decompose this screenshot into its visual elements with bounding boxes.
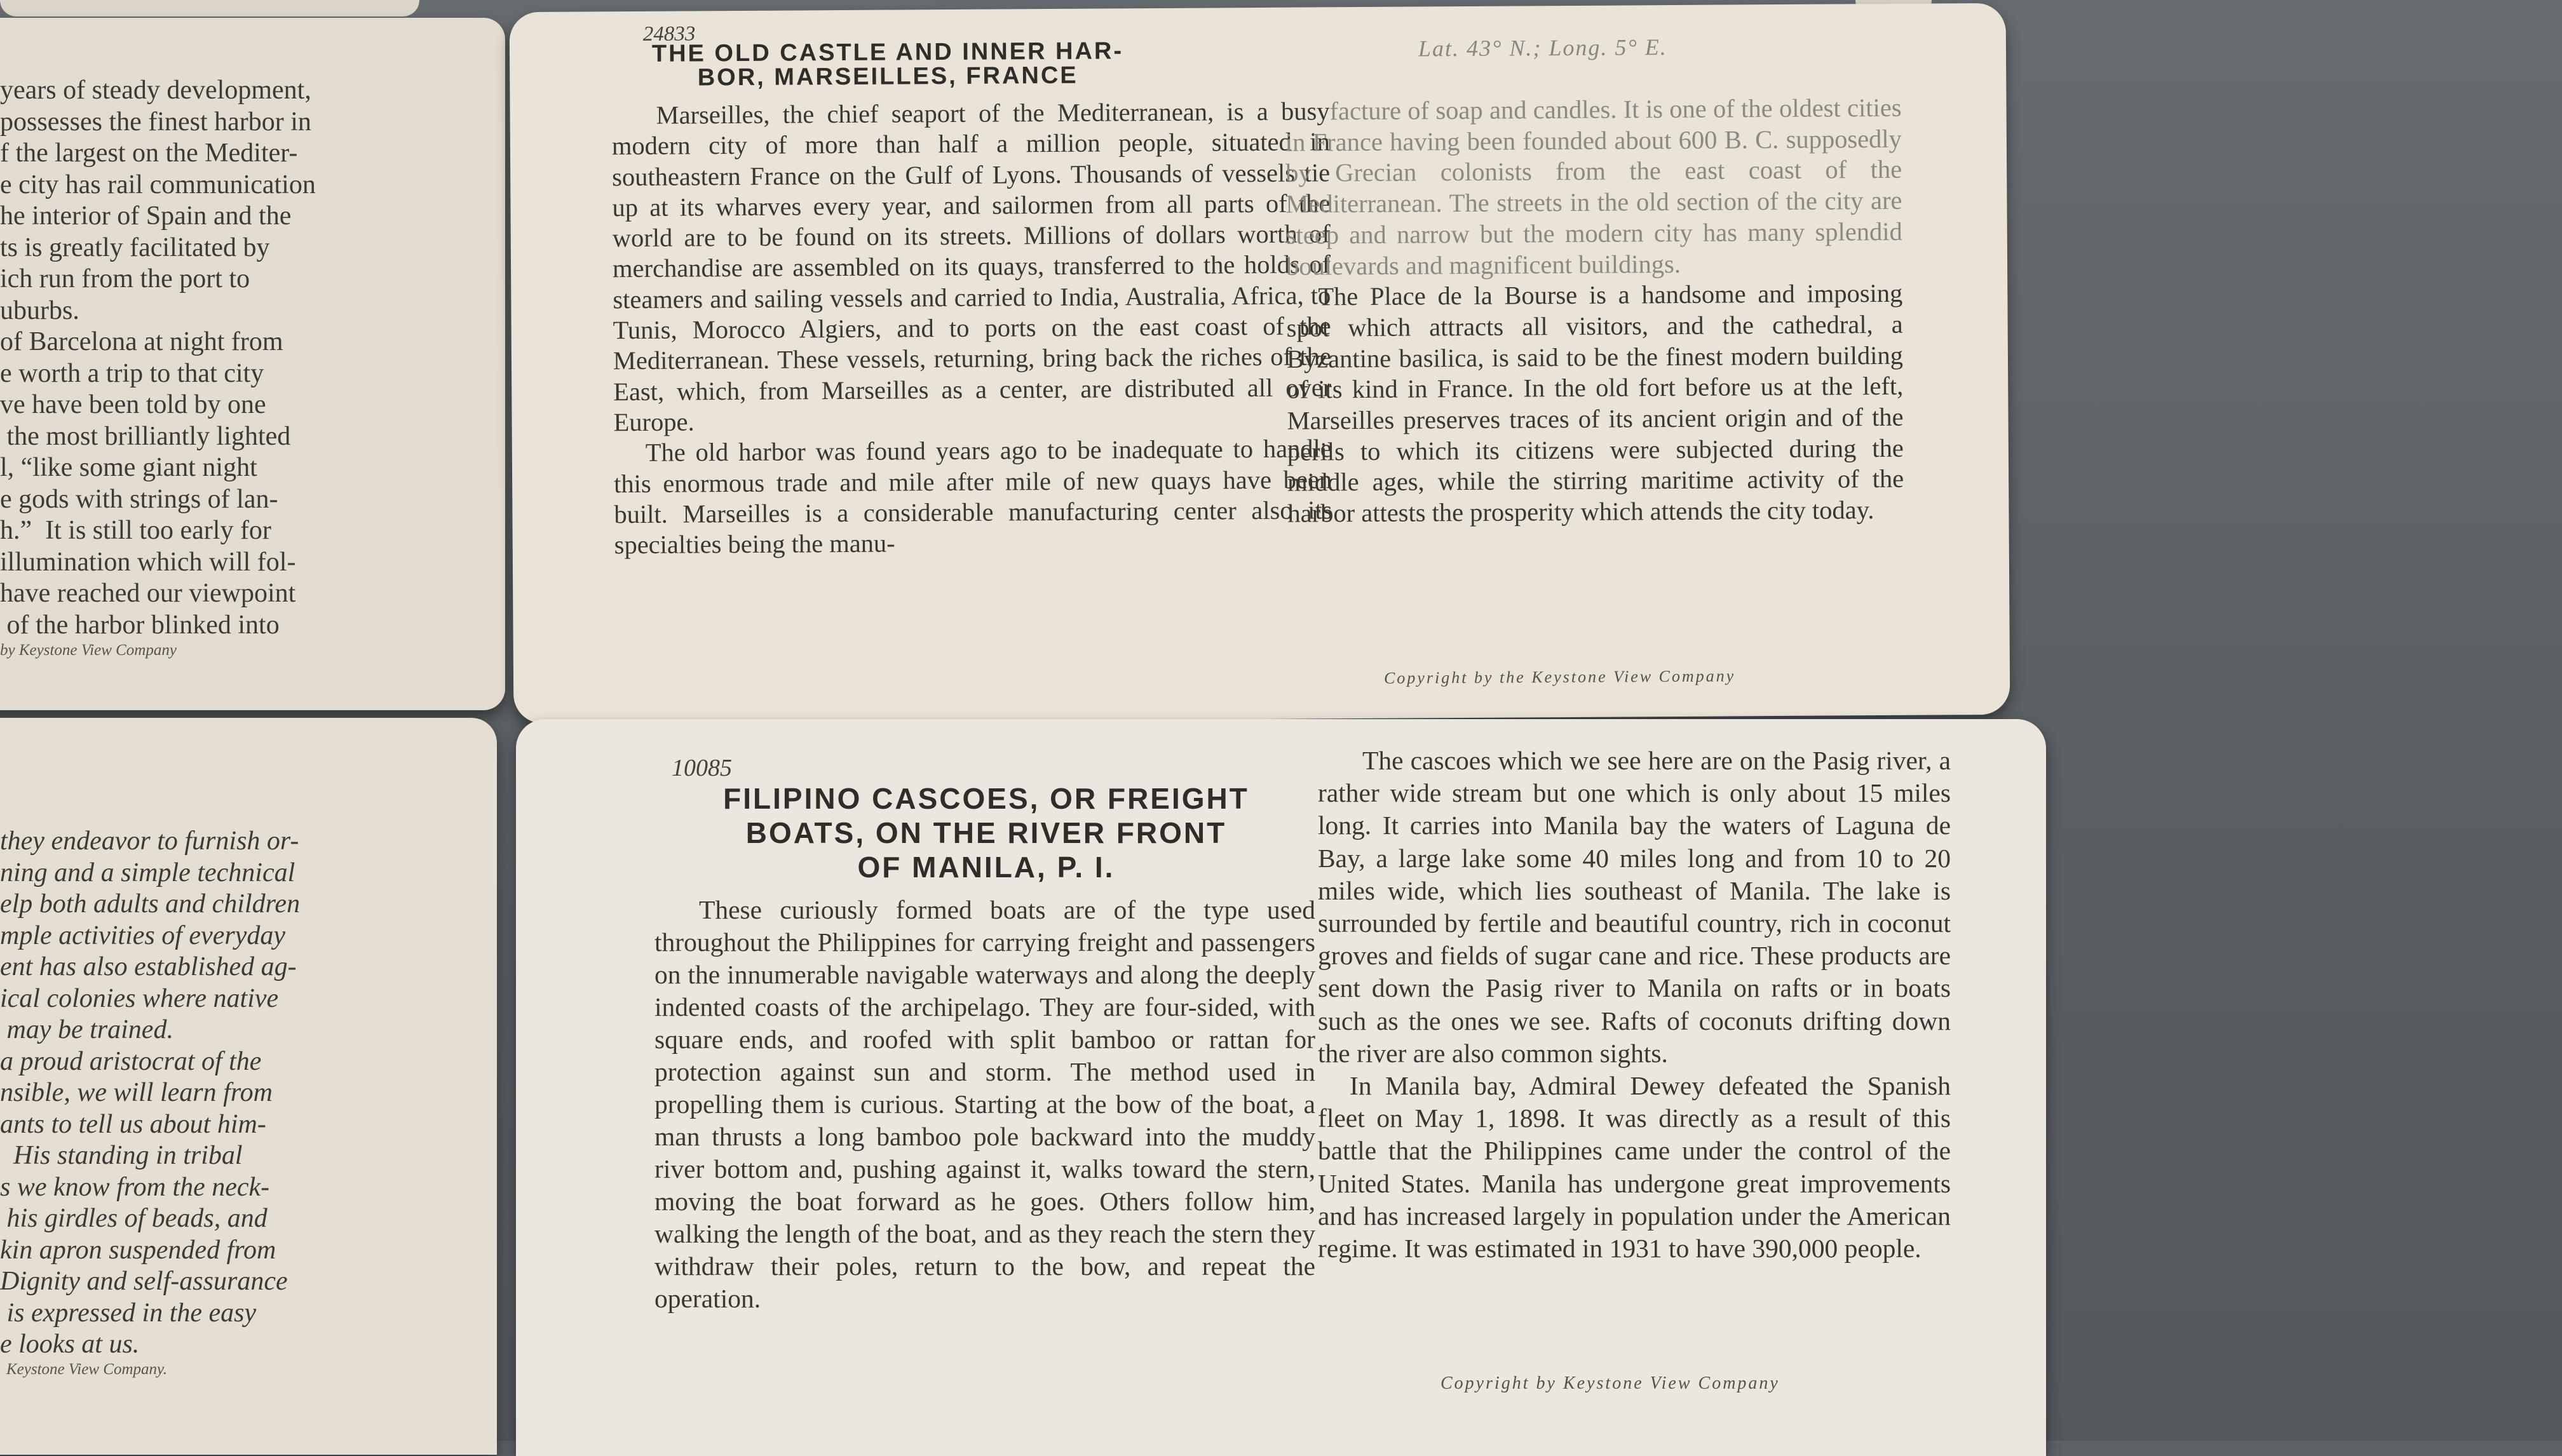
paragraph: These curiously formed boats are of the type used throughout the Philippines for carrying freight and passengers on the innumerable navigable waterways and along the deeply indented coasts of the archipelago. They are four-sided, with square ends, and roofed with split bamboo or rattan for protection against sun and storm. The method used in propelling them is curious. Starting at the bow of the boat, a man thrusts a long bamboo pole backward into the muddy river bottom and, pushing against it, walks toward the stern, moving the boat forward as he goes. Others follow him, walking the length of the boat, and as they reach the stern they withdraw their poles, return to the bow, and repeat the operation.: [654, 895, 1315, 1313]
paragraph: The old harbor was found years ago to be inadequate to handle this enormous trade and mile after mile of new quays have been built. Marseilles is a considerable manufacturing center also its specialties being the manu-: [613, 434, 1332, 560]
text-line: ve have been told by one: [0, 390, 266, 419]
card-edge-strip: [0, 0, 419, 17]
text-line: e gods with strings of lan-: [0, 484, 278, 514]
lat-long: Lat. 43° N.; Long. 5° E.: [1418, 34, 1667, 62]
text-line: years of steady development,: [0, 76, 311, 105]
paragraph: The cascoes which we see here are on the Pasig river, a rather wide stream but one which is only about 15 miles long. It carries into Manila bay the waters of Laguna de Bay, a large lake some 40 miles long and from 10 to 20 miles wide, which lies southeast of Manila. The lake is surrounded by fertile and beautiful country, rich in coconut groves and fields of sugar cane and rice. These products are sent down the Pasig river to Manila on rafts or in boats such as the ones we see. Rafts of coconuts drifting down the river are also common sights.: [1318, 746, 1951, 1068]
partial-card-tribal: [0, 718, 497, 1455]
text-line: Dignity and self-assurance: [0, 1267, 288, 1296]
stereoview-card-manila: [516, 719, 2046, 1456]
text-line: mple activities of everyday: [0, 920, 285, 950]
paragraph: Marseilles, the chief seaport of the Mediterranean, is a busy modern city of more than half a million people, situated in southeastern France on the Gulf of Lyons. Thousands of vessels tie up at its wharves every year, and sailormen from all parts of the world are to be found on its streets. Millions of dollars worth of merchandise are assembled on its quays, transferred to the holds of steamers and sailing vessels and carried to India, Australia, Africa, to Tunis, Morocco Algiers, and to ports on the east coast of the Mediterranean. These vessels, returning, bring back the riches of the East, which, from Marseilles as a center, are distributed all over Europe.: [611, 97, 1332, 437]
paragraph: facture of soap and candles. It is one of the oldest cities in France having been founded about 600 B. C. supposedly by Grecian colonists from the east coast of the Mediterranean. The streets in the old section of the city are steep and narrow but the modern city has many splendid boulevards and magnificent buildings.: [1285, 93, 1902, 281]
text-line: ent has also established ag-: [0, 952, 297, 981]
copyright-line: Copyright by the Keystone View Company: [1383, 666, 1736, 687]
card-title: [548, 38, 1228, 91]
title-line: BOR, MARSEILLES, FRANCE: [697, 62, 1078, 91]
text-line: kin apron suspended from: [0, 1235, 276, 1265]
right-column: [1285, 93, 1904, 530]
card-credit: by Keystone View Company: [0, 642, 177, 659]
text-line: of the harbor blinked into: [0, 610, 280, 640]
partial-card-barcelona: [0, 18, 505, 710]
text-line: may be trained.: [0, 1015, 173, 1044]
paragraph: In Manila bay, Admiral Dewey defeated the Spanish fleet on May 1, 1898. It was directly as a result of this battle that the Philippines came under the control of the United States. Manila has undergone great improvements and has increased largely in population under the American regime. It was estimated in 1931 to have 390,000 people.: [1318, 1071, 1951, 1264]
text-line: ts is greatly facilitated by: [0, 233, 270, 262]
text-line: ical colonies where native: [0, 983, 279, 1013]
text-line: is expressed in the easy: [0, 1298, 257, 1328]
text-line: ich run from the port to: [0, 264, 250, 293]
text-line: elp both adults and children: [0, 889, 301, 919]
text-line: a proud aristocrat of the: [0, 1046, 262, 1076]
left-column: [611, 96, 1332, 560]
text-line: ants to tell us about him-: [0, 1109, 266, 1139]
right-column: [1318, 745, 1951, 1265]
text-line: e worth a trip to that city: [0, 358, 264, 388]
text-line: l, “like some giant night: [0, 453, 257, 482]
title-line: BOATS, ON THE RIVER FRONT: [745, 816, 1227, 849]
text-line: uburbs.: [0, 295, 79, 325]
copyright-line: Copyright by Keystone View Company: [1440, 1373, 1780, 1393]
text-line: e looks at us.: [0, 1330, 140, 1359]
stock-number: 24833: [642, 22, 696, 46]
text-line: the most brilliantly lighted: [0, 421, 291, 451]
stock-number: 10085: [672, 755, 732, 781]
stereoview-card-marseilles: [510, 3, 2010, 724]
text-line: nsible, we will learn from: [0, 1078, 273, 1107]
text-line: they endeavor to furnish or-: [0, 826, 299, 856]
text-line: illumination which will fol-: [0, 547, 296, 577]
text-line: s we know from the neck-: [0, 1172, 270, 1202]
text-line: of Barcelona at night from: [0, 327, 283, 356]
text-line: f the largest on the Mediter-: [0, 138, 298, 168]
text-line: have reached our viewpoint: [0, 579, 296, 608]
title-line: FILIPINO CASCOES, OR FREIGHT: [723, 782, 1249, 815]
card-credit: Keystone View Company.: [6, 1361, 167, 1378]
text-line: His standing in tribal: [0, 1141, 243, 1170]
text-line: he interior of Spain and the: [0, 201, 292, 231]
title-line: THE OLD CASTLE AND INNER HAR-: [651, 37, 1124, 67]
left-column: [654, 894, 1315, 1315]
title-line: OF MANILA, P. I.: [857, 851, 1115, 884]
text-line: his girdles of beads, and: [0, 1204, 268, 1233]
card-title: [662, 781, 1310, 884]
text-line: ning and a simple technical: [0, 858, 295, 887]
text-line: e city has rail communication: [0, 170, 316, 199]
text-line: h.” It is still too early for: [0, 516, 271, 545]
text-line: possesses the finest harbor in: [0, 107, 311, 137]
paragraph: The Place de la Bourse is a handsome and imposing spot which attracts all visitors, and the cathedral, a Byzantine basilica, is said to be the finest modern building of its kind in France. In the old fort before us at the left, Marseilles preserves traces of its ancient origin and of the perils to which its citizens were subjected during the middle ages, while the stirring maritime activity of the harbor attests the prosperity which attends the city today.: [1286, 279, 1904, 528]
